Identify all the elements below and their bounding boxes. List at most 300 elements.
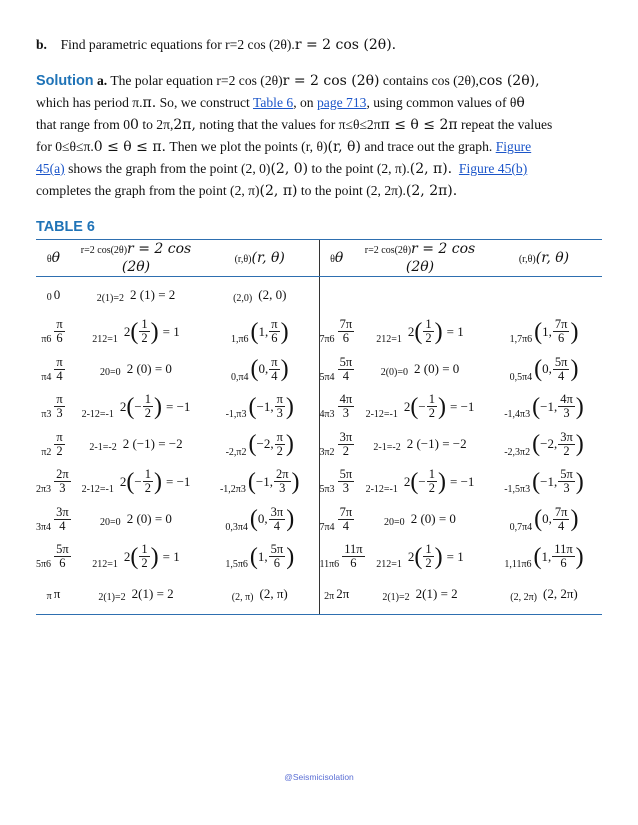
fraction (342, 543, 364, 570)
solution-text: noting that the values for π≤θ≤2π (195, 117, 381, 132)
paren-left: ( (130, 318, 139, 345)
theta-raw: 2π (324, 591, 335, 602)
fraction-denominator: 4 (56, 368, 63, 383)
r-raw: 2(0)=0 (380, 367, 409, 379)
header-raw: θ (330, 254, 335, 265)
r-raw: 2-12=-1 (365, 484, 398, 496)
cell-r (71, 539, 201, 577)
fraction (139, 318, 149, 345)
r-math: 2 (0) = 0 (410, 511, 456, 527)
paren-left: ( (534, 318, 543, 345)
fraction-numerator: π (56, 317, 63, 332)
point-raw: -2,3π2 (504, 446, 531, 458)
theta-value (47, 586, 61, 602)
fraction-numerator: 5π (270, 542, 284, 557)
cell-point-2 (486, 464, 602, 502)
r-result: = −1 (165, 398, 191, 414)
point-raw: 0,3π4 (225, 521, 248, 533)
r-result: = −1 (165, 473, 191, 489)
point-raw: 1,π6 (230, 334, 249, 346)
paren-left: ( (247, 468, 256, 495)
fraction (338, 393, 355, 420)
solution-text: to the point (2, 2π). (297, 183, 406, 198)
fraction-denominator: 6 (59, 556, 66, 571)
paren-left: ( (410, 393, 419, 420)
fraction-numerator: 7π (554, 504, 568, 519)
paren-left: ( (533, 543, 542, 570)
cell-r-2 (354, 352, 486, 390)
theta-raw: 5π4 (319, 371, 335, 383)
table-row (36, 352, 602, 390)
point-value (504, 393, 584, 420)
paren-left: ( (532, 468, 541, 495)
paren-left: ( (534, 356, 543, 383)
paren-left: ( (250, 318, 259, 345)
paren-right: ) (570, 356, 579, 383)
theta-value (41, 356, 65, 383)
point-r: −1, (540, 398, 558, 414)
fraction-denominator: 3 (56, 406, 63, 421)
r-value (100, 360, 172, 378)
paren-right: ) (291, 468, 300, 495)
theta-raw: 11π6 (319, 559, 340, 571)
r-result: = 1 (446, 548, 464, 564)
cell-theta (36, 352, 71, 390)
theta-raw: π6 (41, 334, 52, 346)
r-raw: 2-1=-2 (373, 442, 401, 454)
fraction (553, 356, 570, 383)
fraction-numerator: 1 (141, 542, 148, 557)
fraction-numerator: π (271, 317, 278, 332)
header-math: θ (51, 250, 61, 266)
part-b-label: b. (36, 37, 47, 52)
r-math: 2 (0) = 0 (126, 361, 172, 377)
cell-theta (36, 464, 71, 502)
fraction-denominator: 6 (558, 331, 565, 346)
solution-text: completes the graph from the point (2, π) (36, 183, 260, 198)
fraction-numerator: π (56, 392, 63, 407)
fraction (54, 506, 71, 533)
fraction-numerator: 2π (275, 467, 289, 482)
paren-right: ) (150, 318, 159, 345)
fraction-denominator: 2 (425, 331, 432, 346)
r-value (381, 360, 460, 378)
r-raw: 2-1=-2 (89, 442, 117, 454)
cell-theta (36, 577, 71, 615)
r-raw: 20=0 (100, 517, 121, 529)
r-value (82, 468, 191, 495)
fraction-denominator: 2 (56, 443, 63, 458)
fraction (338, 318, 355, 345)
point-r: −1, (256, 398, 274, 414)
cell-point (201, 352, 319, 390)
point-raw: 0,5π4 (509, 371, 533, 383)
point-raw: (2, π) (231, 592, 254, 603)
solution-text: contains cos (2θ), (379, 73, 479, 88)
r-coef: 2 (123, 323, 131, 339)
fraction-numerator: 11π (344, 542, 363, 557)
fraction-denominator: 2 (342, 443, 349, 458)
cell-r (71, 427, 201, 465)
r-result: = 1 (162, 323, 180, 339)
fraction-denominator: 6 (273, 556, 281, 571)
r-raw: 212=1 (376, 559, 402, 571)
paren-right: ) (570, 506, 579, 533)
point-r: 1, (258, 323, 269, 339)
cell-r (71, 502, 201, 540)
paren-right: ) (575, 431, 584, 458)
paren-left: ( (414, 543, 423, 570)
r-coef: 2 (119, 398, 127, 414)
solution-part-a: a. (96, 73, 108, 88)
cell-point (201, 427, 319, 465)
table-6-link[interactable]: Table 6 (252, 95, 294, 110)
fraction (558, 393, 575, 420)
point-r: 0, (542, 361, 552, 377)
fraction-denominator: 4 (271, 368, 278, 383)
fraction (553, 506, 570, 533)
theta-value (320, 356, 356, 383)
r-raw: 2(1)=2 (96, 292, 125, 304)
point-r: 1, (542, 323, 552, 339)
r-value (366, 393, 475, 420)
point-value (510, 356, 579, 383)
fraction-numerator: π (56, 354, 63, 369)
fraction-numerator: 3π (56, 504, 69, 519)
fraction-denominator: 3 (563, 481, 570, 496)
r-raw: 2(1)=2 (98, 592, 126, 603)
fraction-numerator: π (56, 429, 63, 444)
fraction (423, 543, 433, 570)
r-raw: 20=0 (100, 367, 121, 379)
math-inline: (2, π) (259, 183, 298, 199)
fraction (338, 468, 355, 495)
theta-raw: 3π2 (319, 446, 335, 458)
cell-theta-2 (319, 314, 354, 352)
cell-r (71, 577, 201, 615)
point-raw: 0,π4 (230, 371, 249, 383)
r-result: = −1 (449, 398, 475, 414)
fraction (558, 468, 575, 495)
paren-right: ) (434, 543, 443, 570)
header-math: (r, θ) (251, 250, 285, 266)
table-row (36, 389, 602, 427)
cell-theta (36, 389, 71, 427)
theta-value (41, 431, 65, 458)
header-r (71, 240, 201, 277)
fraction-denominator: 3 (563, 406, 570, 421)
solution-text: The polar equation r=2 cos (2θ) (107, 73, 283, 88)
theta-math: 2π (336, 586, 350, 601)
point-raw: -1,2π3 (219, 484, 246, 496)
cell-point-2 (486, 314, 602, 352)
r-value (100, 510, 172, 528)
fraction (338, 431, 355, 458)
fraction-denominator: 6 (271, 331, 278, 346)
cell-theta-2 (319, 277, 354, 315)
fraction-denominator: 3 (276, 406, 283, 421)
r-value (82, 393, 191, 420)
solution-text: to 2π, (138, 117, 174, 132)
fraction-denominator: 6 (342, 331, 349, 346)
point-raw: (2,0) (233, 292, 253, 304)
fraction (338, 356, 355, 383)
solution-text: repeat the values (457, 117, 553, 132)
point-value (510, 506, 579, 533)
theta-math: 0 (53, 286, 61, 302)
point-raw: (2, 2π) (510, 592, 537, 603)
fraction-denominator: 4 (558, 368, 565, 383)
point-value (225, 506, 294, 533)
solution-text: shows the graph from the point (2, 0) (64, 161, 271, 176)
cell-r-2 (354, 389, 486, 427)
fraction (427, 393, 437, 420)
solution-text: , on (293, 95, 317, 110)
point-r: −2, (540, 436, 558, 452)
math-inline: (r, θ) (327, 139, 361, 155)
point-raw: 1,11π6 (504, 559, 532, 571)
fraction-numerator: 2π (56, 467, 69, 482)
fraction-denominator: 4 (273, 518, 281, 533)
r-coef: 2 (407, 548, 415, 564)
fraction (143, 393, 153, 420)
point-value (504, 431, 584, 458)
header-math: (r, θ) (535, 250, 570, 266)
table-row (36, 577, 602, 615)
paren-right: ) (286, 506, 295, 533)
point-value (231, 318, 289, 345)
minus-sign: − (418, 398, 426, 414)
cell-r (71, 464, 201, 502)
figure-45a-link-cont[interactable]: 45(a) (36, 161, 65, 176)
cell-point (201, 539, 319, 577)
r-math: 2 (−1) = −2 (122, 436, 183, 452)
minus-sign: − (134, 473, 142, 489)
cell-r-2 (354, 539, 486, 577)
r-math: 2(1) = 2 (131, 586, 174, 601)
point-math: (2, π) (259, 586, 288, 601)
fraction (274, 468, 291, 495)
fraction-numerator: π (276, 429, 283, 444)
values-table (36, 240, 602, 615)
point-math: (2, 0) (258, 286, 287, 302)
fraction-numerator: 3π (560, 429, 573, 444)
cell-theta (36, 539, 71, 577)
table-row (36, 502, 602, 540)
fraction (558, 431, 575, 458)
fraction-numerator: 3π (339, 429, 353, 444)
cell-point-2 (486, 427, 602, 465)
theta-value (47, 287, 61, 303)
r-value (376, 543, 463, 570)
point-value (220, 468, 300, 495)
theta-value (36, 468, 72, 495)
point-r: 1, (541, 548, 552, 564)
theta-raw: 5π6 (36, 559, 52, 571)
header-theta (36, 240, 71, 277)
cell-r-2 (354, 314, 486, 352)
fraction-numerator: 5π (554, 354, 568, 369)
point-math: (2, 2π) (542, 586, 578, 601)
solution-text: , using common values of θ (366, 95, 517, 110)
solution-text: which has period π. (36, 95, 143, 110)
figure-45a-link[interactable]: Figure (495, 139, 532, 154)
point-r: −1, (255, 473, 273, 489)
cell-theta-2 (319, 389, 354, 427)
header-math: r = 2 cos (2θ) (405, 241, 476, 275)
part-b-question (36, 34, 602, 56)
fraction-numerator: 1 (428, 467, 435, 482)
fraction-numerator: 4π (560, 392, 573, 407)
r-coef: 2 (119, 473, 127, 489)
fraction-denominator: 3 (342, 481, 349, 496)
fraction-numerator: 5π (560, 467, 573, 482)
paren-right: ) (575, 393, 584, 420)
fraction-numerator: 11π (554, 542, 573, 557)
theta-value (36, 543, 72, 570)
header-theta-2 (319, 240, 354, 277)
fraction-numerator: 7π (339, 504, 353, 519)
r-result: = −1 (449, 473, 475, 489)
paren-left: ( (534, 506, 543, 533)
solution-text: to the point (2, π). (308, 161, 410, 176)
r-value (366, 468, 475, 495)
table-title: TABLE 6 (36, 219, 602, 240)
r-raw: 2(1)=2 (382, 592, 410, 603)
cell-point (201, 389, 319, 427)
fraction-numerator: 5π (339, 467, 353, 482)
theta-value (41, 393, 65, 420)
fraction-denominator: 2 (428, 481, 435, 496)
fraction (269, 356, 279, 383)
point-raw: -1,π3 (225, 409, 247, 421)
cell-theta (36, 427, 71, 465)
r-raw: 2-12=-1 (365, 409, 398, 421)
r-coef: 2 (403, 473, 411, 489)
point-r: −2, (256, 436, 274, 452)
fraction-denominator: 6 (350, 556, 357, 571)
point-value (231, 356, 289, 383)
cell-point-2 (486, 577, 602, 615)
theta-value (320, 468, 356, 495)
cell-theta (36, 314, 71, 352)
cell-point-2 (486, 502, 602, 540)
fraction-denominator: 6 (56, 331, 63, 346)
theta-raw: 7π6 (319, 334, 335, 346)
math-inline: 0 ≤ θ ≤ π. (93, 139, 166, 155)
fraction-denominator: 4 (342, 518, 349, 533)
fraction (139, 543, 149, 570)
theta-raw: 4π3 (319, 409, 335, 421)
paren-right: ) (153, 468, 162, 495)
paren-left: ( (248, 393, 257, 420)
point-value (504, 468, 584, 495)
fraction (269, 543, 286, 570)
r-value (89, 435, 182, 453)
fraction (275, 431, 285, 458)
fraction-numerator: 1 (144, 467, 151, 482)
page-713-link[interactable]: page 713 (316, 95, 367, 110)
theta-raw: 7π4 (319, 521, 335, 533)
header-raw: θ (46, 254, 52, 265)
point-raw: -1,4π3 (504, 409, 531, 421)
point-value (232, 585, 288, 603)
solution-paragraph (36, 70, 602, 202)
fraction (54, 393, 64, 420)
minus-sign: − (418, 473, 426, 489)
theta-raw: 3π4 (36, 521, 52, 533)
fraction-numerator: π (276, 392, 283, 407)
paren-right: ) (153, 393, 162, 420)
theta-raw: π4 (41, 371, 52, 383)
r-raw: 212=1 (376, 334, 402, 346)
theta-raw: 2π3 (36, 484, 52, 496)
r-coef: 2 (407, 323, 415, 339)
fraction-denominator: 2 (144, 406, 151, 421)
header-raw: (r,θ) (518, 254, 536, 265)
fraction-denominator: 2 (141, 331, 148, 346)
point-value (504, 543, 583, 570)
watermark-footer: @Seismicisolation (284, 772, 354, 782)
cell-point (201, 314, 319, 352)
cell-point-2 (486, 277, 602, 315)
theta-raw: π3 (41, 409, 52, 421)
fraction (54, 543, 71, 570)
fraction-denominator: 2 (563, 443, 570, 458)
paren-right: ) (434, 318, 443, 345)
r-coef: 2 (123, 548, 131, 564)
math-inline: 2π, (173, 117, 196, 133)
r-math: 2 (−1) = −2 (406, 436, 467, 452)
figure-45b-link[interactable]: Figure 45(b) (458, 161, 528, 176)
point-raw: -2,π2 (225, 446, 247, 458)
table-row (36, 314, 602, 352)
cell-theta-2 (319, 352, 354, 390)
cell-point (201, 277, 319, 315)
fraction (427, 468, 437, 495)
r-raw: 212=1 (92, 559, 118, 571)
table-header-row (36, 240, 602, 277)
theta-value (320, 543, 366, 570)
fraction-numerator: 4π (339, 392, 353, 407)
r-value (92, 543, 179, 570)
math-inline: cos (2θ), (478, 73, 540, 89)
fraction (54, 468, 71, 495)
fraction-denominator: 2 (141, 556, 148, 571)
paren-left: ( (532, 431, 541, 458)
cell-r (71, 277, 201, 315)
paren-right: ) (280, 318, 289, 345)
cell-r-2 (354, 577, 486, 615)
paren-left: ( (130, 543, 139, 570)
paren-left: ( (414, 318, 423, 345)
fraction-denominator: 2 (144, 481, 151, 496)
r-coef: 2 (403, 398, 411, 414)
point-value (510, 585, 577, 603)
cell-point (201, 502, 319, 540)
fraction-denominator: 3 (342, 406, 349, 421)
paren-right: ) (437, 393, 446, 420)
point-r: −1, (540, 473, 558, 489)
r-value (97, 286, 176, 304)
r-math: 2(1) = 2 (415, 586, 458, 601)
header-point (201, 240, 319, 277)
fraction (143, 468, 153, 495)
r-math: 2 (1) = 2 (130, 286, 176, 302)
page (36, 34, 602, 615)
fraction-numerator: 3π (270, 504, 284, 519)
table-row (36, 277, 602, 315)
